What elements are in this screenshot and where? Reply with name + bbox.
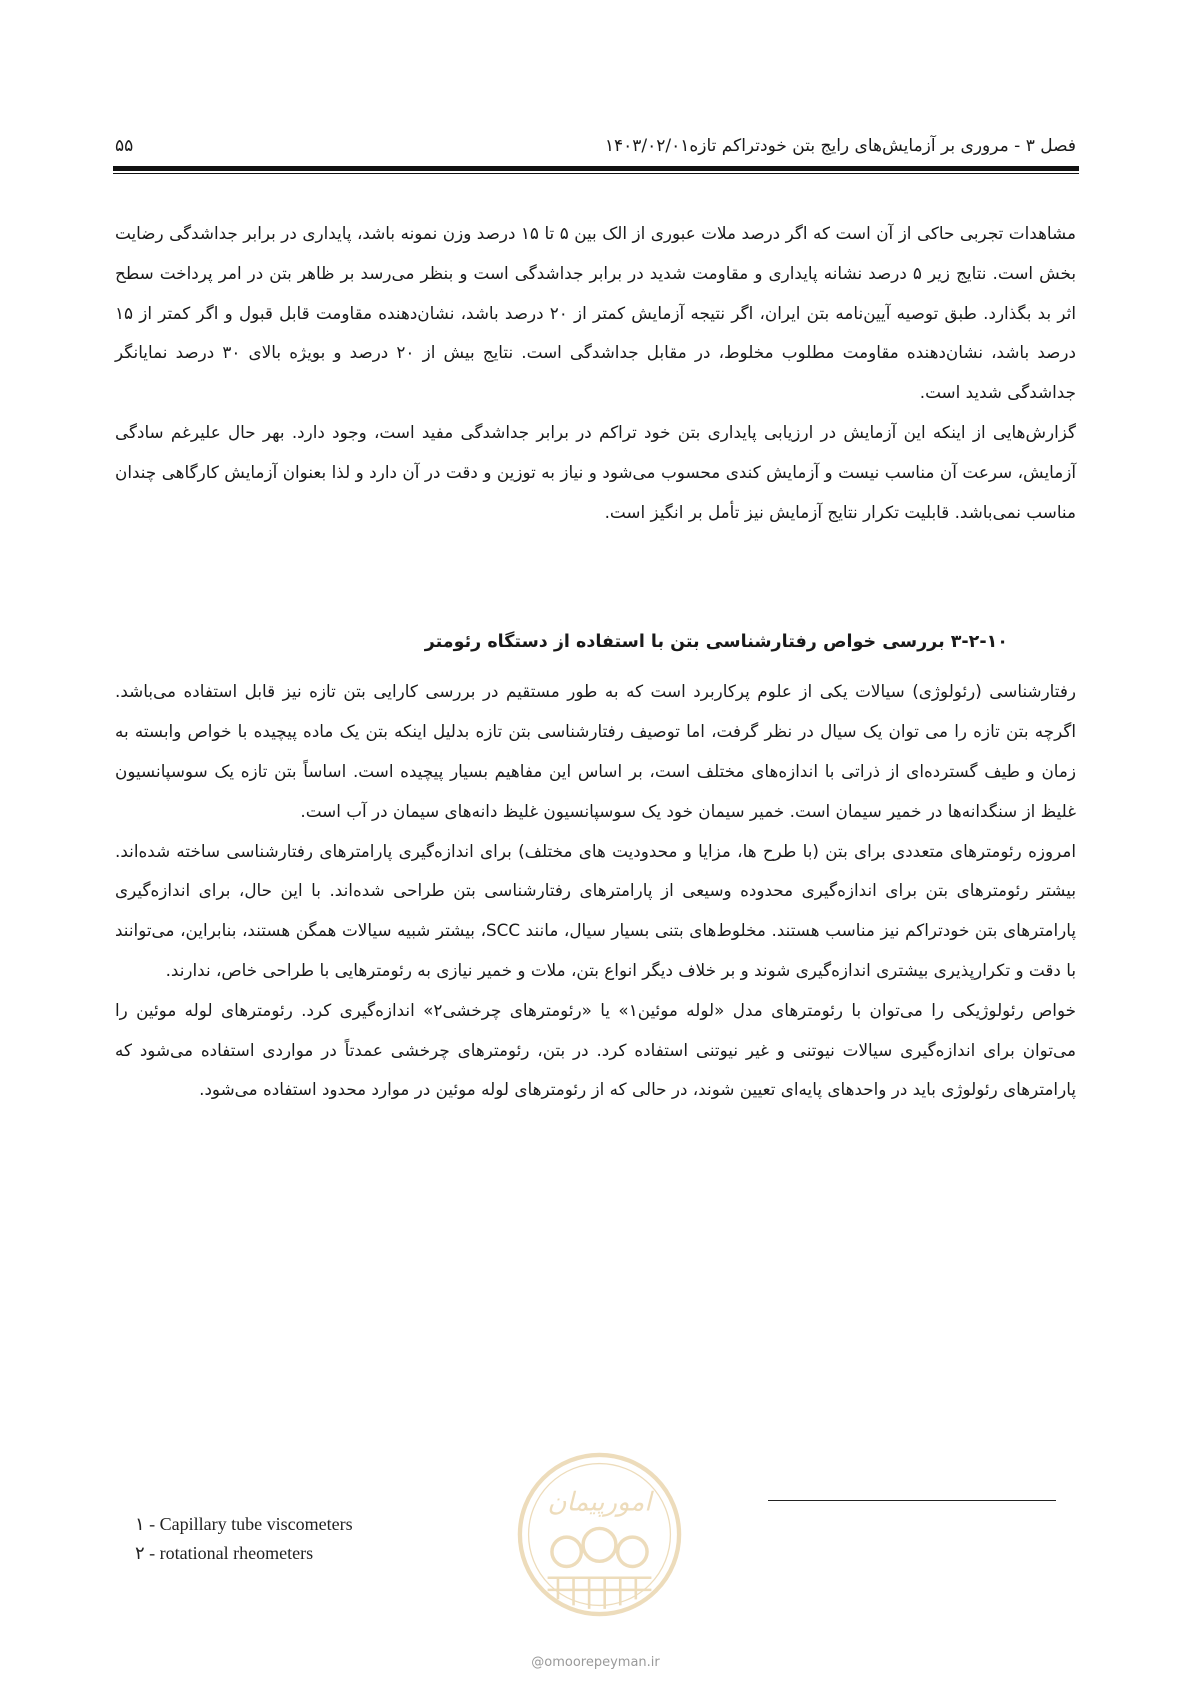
paragraph: رفتارشناسی (رئولوژی) سیالات یکی از علوم پرکاربرد است که به طور مستقیم در بررسی کارایی بتن تازه نیز قابل استفاده می‌باشد. اگرچه بتن تازه را می توان یک سیال در نظر گرفت، اما توصیف رفتارشناسی بتن تازه بدلیل اینکه بتن یک ماده پیچیده با خواص وابسته به زمان و طیف گسترده‌ای از ذراتی با اندازه‌های مختلف است، بر اساس این مفاهیم بسیار پیچیده است. اساساً بتن تازه یک سوسپانسیون غلیظ از سنگدانه‌ها در خمیر سیمان است. خمیر سیمان خود یک سوسپانسیون غلیظ دانه‌های سیمان در آب است. — [115, 681, 1076, 821]
footnote-2: ۲ - rotational rheometers — [135, 1543, 314, 1563]
header-rule-thin — [113, 173, 1079, 174]
watermark-url: @omoorepeyman.ir — [531, 1655, 660, 1670]
page-header — [115, 131, 1076, 161]
paragraph: گزارش‌هایی از اینکه این آزمایش در ارزیابی پایداری بتن خود تراکم در برابر جداشدگی مفید است، وجود دارد. بهر حال علیرغم سادگی آزمایش، سرعت آن مناسب نیست و آزمایش کندی محسوب می‌شود و نیاز به توزین و دقت در آن دارد و لذا بعنوان آزمایش کارگاهی چندان مناسب نمی‌باشد. قابلیت تکرار نتایج آزمایش نیز تأمل بر انگیز است. — [115, 421, 1076, 522]
watermark-logo-text: امورپیمان — [547, 1487, 652, 1518]
footnote-1: ۱ - Capillary tube viscometers — [135, 1514, 353, 1534]
header-rule-thick — [113, 166, 1079, 171]
watermark-logo — [513, 1448, 686, 1621]
section-heading: ۳-۲-۱۰ بررسی خواص رفتارشناسی بتن با استفاده از دستگاه رئومتر — [424, 632, 1008, 653]
page-number: ۵۵ — [115, 136, 134, 156]
footnote-separator — [768, 1500, 1056, 1501]
body-content — [115, 214, 1076, 1110]
running-title: فصل ۳ - مروری بر آزمایش‌های رایج بتن خودتراکم تازه۱۴۰۳/۰۲/۰۱ — [604, 136, 1076, 156]
paragraph: امروزه رئومترهای متعددی برای بتن (با طرح ها، مزایا و محدودیت های مختلف) برای اندازه‌گیری پارامترهای رفتارشناسی ساخته شده‌اند. بیشتر رئومترهای بتن برای اندازه‌گیری محدوده وسیعی از پارامترهای رفتارشناسی بتن طراحی شده‌اند. با این حال، برای اندازه‌گیری پارامترهای بتن خودتراکم نیز مناسب هستند. مخلوط‌های بتنی بسیار سیال، مانند SCC، بیشتر شبیه سیالات همگن هستند، بنابراین، می‌توانند با دقت و تکرارپذیری بیشتری اندازه‌گیری شوند و بر خلاف دیگر انواع بتن، ملات و خمیر نیازی به رئومترهایی با طراحی خاص، ندارند. — [115, 840, 1076, 980]
paragraph: مشاهدات تجربی حاکی از آن است که اگر درصد ملات عبوری از الک بین ۵ تا ۱۵ درصد وزن نمونه باشد، پایداری در برابر جداشدگی رضایت بخش است. نتایج زیر ۵ درصد نشانه پایداری و مقاومت شدید در برابر جداشدگی است و بنظر می‌رسد بر ظاهر بتن در امر پرداخت سطح اثر بد بگذارد. طبق توصیه آیین‌نامه بتن ایران، اگر نتیجه آزمایش کمتر از ۲۰ درصد باشد، نشان‌دهنده مقاومت قابل قبول و اگر کمتر از ۱۵ درصد باشد، نشان‌دهنده مقاومت مطلوب مخلوط، در مقابل جداشدگی است. نتایج بیش از ۲۰ درصد و بویژه بالای ۳۰ درصد نمایانگر جداشدگی شدید است. — [115, 223, 1076, 403]
footnotes — [135, 1510, 353, 1568]
paragraph: خواص رئولوژیکی را می‌توان با رئومترهای مدل «لوله موئین۱» یا «رئومترهای چرخشی۲» اندازه‌گیری کرد. رئومترهای لوله موئین را می‌توان برای اندازه‌گیری سیالات نیوتنی و غیر نیوتنی استفاده کرد. در بتن، رئومترهای چرخشی عمدتاً در مواردی استفاده می‌شود که پارامترهای رئولوژی باید در واحدهای پایه‌ای تعیین شوند، در حالی که از رئومترهای لوله موئین در موارد محدود استفاده می‌شود. — [115, 999, 1076, 1100]
